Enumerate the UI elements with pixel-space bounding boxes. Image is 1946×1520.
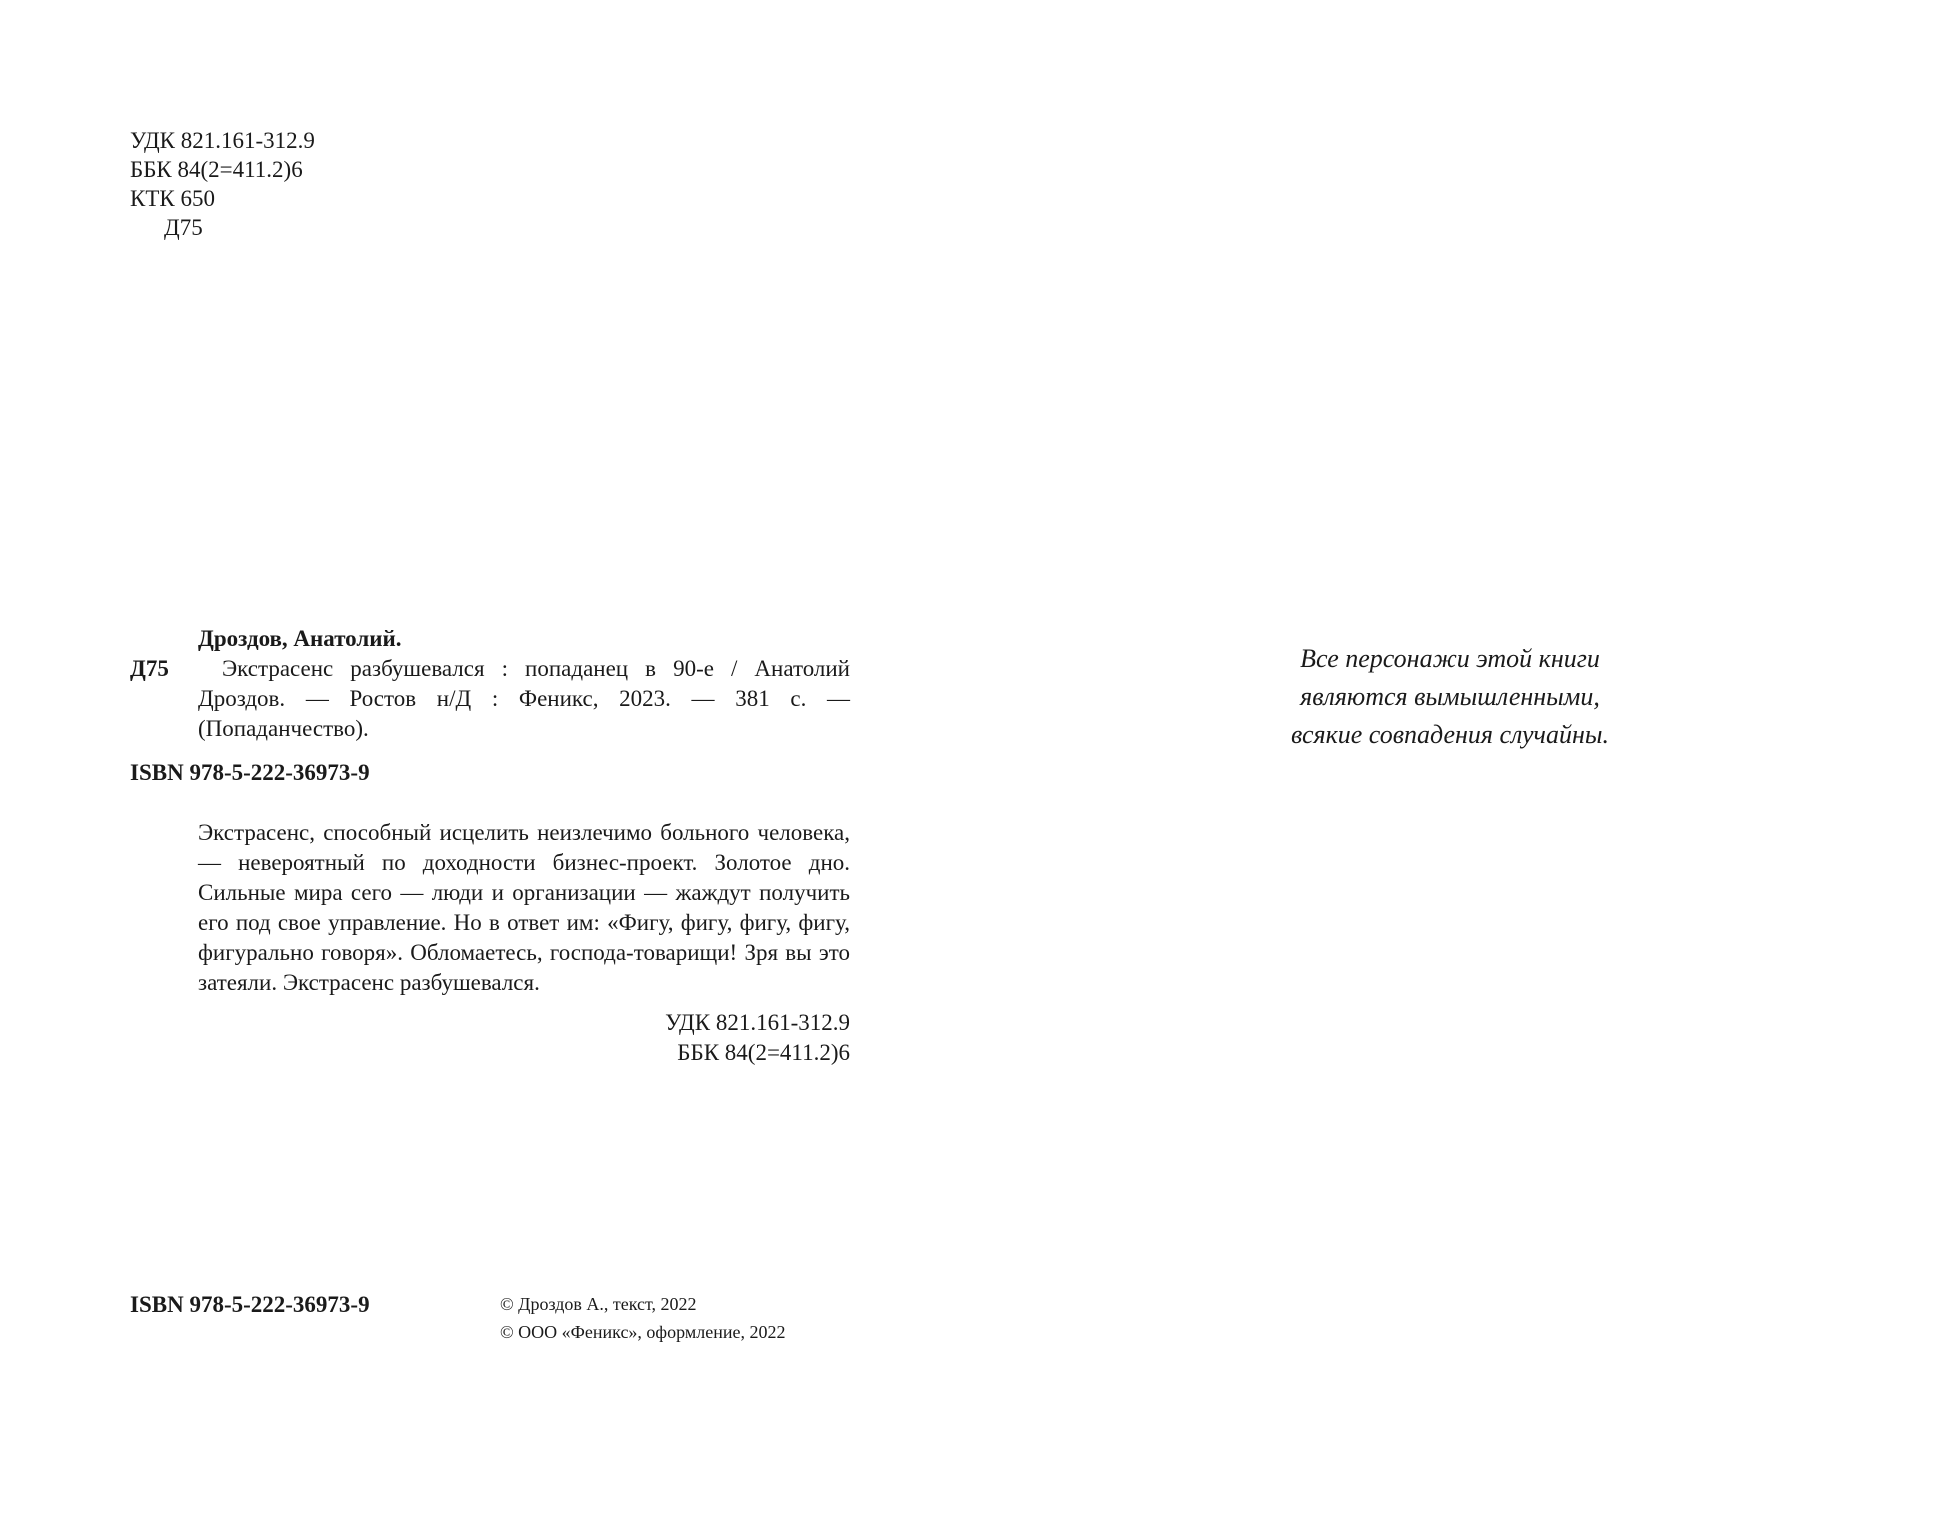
isbn: ISBN 978-5-222-36973-9 [130, 760, 370, 785]
fiction-disclaimer [1180, 640, 1720, 754]
record-bbk: ББК 84(2=411.2)6 [677, 1040, 850, 1065]
ktk-code: КТК 650 [130, 186, 215, 211]
record-udk: УДК 821.161-312.9 [665, 1010, 850, 1035]
copyright-text: © Дроздов А., текст, 2022 [500, 1294, 697, 1314]
record-codes [130, 1008, 850, 1068]
entry-row [130, 654, 850, 744]
copyright-block [500, 1290, 785, 1346]
author-mark: Д75 [164, 215, 203, 240]
annotation: Экстрасенс, способный исцелить неизлечимо больного человека, — невероятный по доходности бизнес-проект. Золотое дно. Сильные мира сего — люди и организации — жаждут получить его под свое управление. Но в ответ им: «Фигу, фигу, фигу, фигу, фигурально говоря». Обломаетесь, господа-товарищи! Зря вы это затеяли. Экстрасенс разбушевался. [198, 820, 850, 995]
disclaimer-line-3: всякие совпадения случайны. [1291, 720, 1609, 749]
entry-description: Экстрасенс разбушевался : попаданец в 90-е / Анатолий Дроздов. — Ростов н/Д : Феникс, 2023. — 381 с. — (Попаданчество). [198, 656, 850, 741]
disclaimer-line-2: являются вымышленными, [1300, 682, 1600, 711]
author-heading: Дроздов, Анатолий. [198, 626, 402, 651]
bibliographic-record [130, 624, 850, 1068]
udk-code: УДК 821.161-312.9 [130, 128, 315, 153]
copyright-design: © ООО «Феникс», оформление, 2022 [500, 1322, 786, 1342]
bbk-code: ББК 84(2=411.2)6 [130, 157, 303, 182]
footer-isbn: ISBN 978-5-222-36973-9 [130, 1292, 370, 1317]
classification-codes [130, 126, 315, 242]
disclaimer-line-1: Все персонажи этой книги [1300, 644, 1600, 673]
entry-mark: Д75 [130, 656, 169, 681]
